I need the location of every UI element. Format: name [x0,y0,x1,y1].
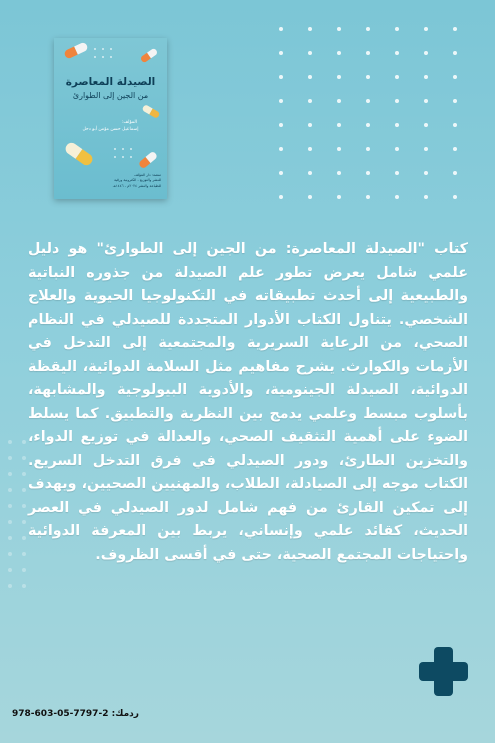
book-cover [54,38,167,199]
decor-dot [22,568,26,572]
decor-dot [8,584,12,588]
decor-dot [337,147,341,151]
decor-dot [337,171,341,175]
decor-dot [424,171,428,175]
pill-icon [138,151,158,170]
decor-dot [308,171,312,175]
decor-dot [395,51,399,55]
decor-dot [395,171,399,175]
decor-dot [453,123,457,127]
decor-dot [8,536,12,540]
decor-dot [337,51,341,55]
decor-dot [279,27,283,31]
decor-dot [279,171,283,175]
decor-dot [337,27,341,31]
pill-icon [140,47,159,63]
decor-dot [453,27,457,31]
decor-dot [366,171,370,175]
decor-dot [366,51,370,55]
decor-dot [424,123,428,127]
decor-dot [453,195,457,199]
decor-dot [424,75,428,79]
decor-dot [366,195,370,199]
cover-title: الصيدلة المعاصرة [65,76,156,88]
decor-dot [395,27,399,31]
decor-dot [279,123,283,127]
decor-dot [453,147,457,151]
cover-publisher-line: منصة: دار المؤلف [134,172,161,177]
decor-dot [366,123,370,127]
decor-dot [337,75,341,79]
decor-dot [308,147,312,151]
decor-dot [308,51,312,55]
decor-dot [279,51,283,55]
decor-dot [308,195,312,199]
decor-dot [8,488,12,492]
decor-dot [424,51,428,55]
pill-icon [63,41,89,59]
cover-author-name: إسماعيل حسن مؤمن أبو دحل [82,127,139,132]
decor-dot [279,99,283,103]
decor-dot [424,99,428,103]
decor-dot [337,195,341,199]
dot-grid-decoration [279,27,457,199]
decor-dot [8,504,12,508]
decor-dot [424,147,428,151]
decor-dot [279,147,283,151]
decor-dot [22,504,26,508]
cover-publisher-line: للنشر والتوزيع - الكترونية ورقية [114,178,161,182]
book-description: كتاب "الصيدلة المعاصرة: من الجين إلى الطوارئ" هو دليل علمي شامل يعرض تطور علم الصيدلة من جذوره النباتية والطبيعية إلى أحدث تطبيقاته في التكنولوجيا الحيوية والعلاج الشخصي. يتناول الكتاب الأدوار المتجددة للصيدلي في النظام الصحي، من الرعاية السريرية والمجتمعية إلى التدخل في الأزمات والكوارث. يشرح مفاهيم مثل السلامة الدوائية، اليقظة الدوائية، الصيدلة الجينومية، والأدوية البيولوجية والمشابهة، بأسلوب مبسط وعلمي يدمج بين النظرية والتطبيق. كما يسلط الضوء على أهمية التثقيف الصحي، والعدالة في توزيع الدواء، والتخزين الطارئ، ودور الصيدلي في فرق التدخل السريع. الكتاب موجه إلى الصيادلة، الطلاب، والمهنيين الصحيين، ويهدف إلى تمكين القارئ من فهم شامل لدور الصيدلي في العصر الحديث، كقائد علمي وإنساني، يربط بين المعرفة الدوائية واحتياجات المجتمع الصحية، حتى في أقسى الظروف. [28,241,468,563]
decor-dot [453,75,457,79]
decor-dot [453,99,457,103]
decor-dot [22,440,26,444]
decor-dot [22,536,26,540]
decor-dot [453,51,457,55]
decor-dot [424,195,428,199]
decor-dot [279,75,283,79]
decor-dot [453,171,457,175]
pill-icon [141,104,160,119]
decor-dot [366,27,370,31]
decor-dot [8,440,12,444]
cover-author-label: المؤلف: [121,120,137,125]
decor-dot [366,99,370,103]
decor-dot [395,195,399,199]
isbn-label: ردمك: 2-7797-05-603-978 [12,709,139,719]
decor-dot [337,99,341,103]
pill-icon [63,140,94,167]
decor-dot [22,584,26,588]
decor-dot [366,147,370,151]
decor-dot [22,552,26,556]
decor-dot [8,568,12,572]
cover-publisher-line: للطباعة والنشر ٢٠٢٤م - ١٤٤٦هـ [112,183,161,188]
decor-dot [22,488,26,492]
decor-dot [308,123,312,127]
decor-dot [22,472,26,476]
cover-subtitle: من الجين إلى الطوارئ [72,91,149,100]
cover-publisher [60,173,161,190]
decor-dot [8,552,12,556]
decor-dot [8,520,12,524]
decor-dot [395,147,399,151]
decor-dot [395,99,399,103]
decor-dot [279,195,283,199]
decor-dot [395,123,399,127]
decor-dot [22,520,26,524]
decor-dot [8,456,12,460]
decor-dot [337,123,341,127]
decor-dot [308,99,312,103]
plus-icon [419,647,468,696]
decor-dot [395,75,399,79]
decor-dot [308,75,312,79]
dot-grid-decoration-left [8,440,26,588]
decor-dot [22,456,26,460]
decor-dot [8,472,12,476]
decor-dot [424,27,428,31]
decor-dot [308,27,312,31]
decor-dot [366,75,370,79]
